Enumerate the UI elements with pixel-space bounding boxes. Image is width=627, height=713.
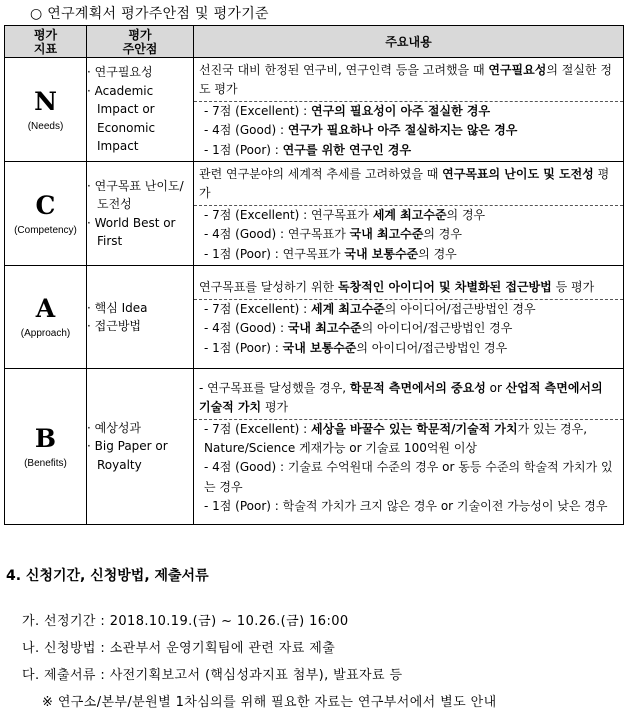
- elements-cell: [87, 58, 194, 162]
- text-run-bold: 연구필요성: [488, 63, 547, 78]
- text-run: - 4점 (Good) : 연구목표가: [204, 227, 350, 242]
- evaluation-criteria-table: [4, 25, 624, 525]
- content-description: [194, 59, 623, 102]
- header-criteria-line2: 지표: [33, 41, 58, 56]
- text-run: - 1점 (Poor) : 학술적 가치가 크지 않은 경우 or 기술이전 가능성이 낮은 경우: [204, 498, 608, 513]
- score-level: [194, 102, 623, 121]
- element-item: · 연구목표 난이도/ 도전성: [87, 178, 184, 211]
- text-run-bold: 세상을 바꿀수 있는 학문적/기술적 가치: [311, 421, 518, 436]
- criteria-cell: [5, 266, 87, 369]
- text-run-bold: 연구를 위한 연구인 경우: [282, 142, 412, 157]
- text-run: 의 아이디어/접근방법인 경우: [384, 302, 536, 317]
- text-run-bold: 연구목표의 난이도 및 도전성: [442, 167, 594, 182]
- text-run: 가 있는 경우, Nature/Science 게재가능 or 기술료 100억원 이상: [204, 421, 588, 456]
- text-run: 관련 연구분야의 세계적 추세를 고려하였을 때: [199, 167, 443, 182]
- table-header-row: [5, 26, 624, 58]
- criteria-cell: [5, 58, 87, 162]
- content-description: [194, 377, 623, 420]
- text-run: - 1점 (Poor) : 연구목표가: [204, 246, 345, 261]
- content-description: [194, 276, 623, 300]
- header-elements-line1: 평가: [128, 27, 152, 42]
- text-run: 연구목표를 달성하기 위한: [199, 280, 338, 295]
- text-run-bold: 국내 최고수준: [349, 227, 424, 242]
- criteria-name: (Needs): [27, 120, 64, 132]
- header-elements: [87, 26, 194, 58]
- score-level: [194, 497, 623, 516]
- section-4-title: 4. 신청기간, 신청방법, 제출서류: [6, 568, 209, 584]
- criteria-letter: N: [34, 86, 57, 116]
- header-elements-line2: 주안점: [122, 41, 158, 56]
- text-run: 의 경우: [418, 246, 457, 261]
- text-run: 의 아이디어/접근방법인 경우: [356, 340, 508, 355]
- text-run: 의 경우: [423, 227, 462, 242]
- header-criteria-line1: 평가: [33, 27, 58, 42]
- text-run-bold: 세계 최고수준: [372, 208, 447, 223]
- text-run: 의 절실한 정도 평가: [199, 63, 612, 97]
- section-4-note: ※ 연구소/본부/분원별 1차심의를 위해 필요한 자료는 연구부서에서 별도 안내: [42, 695, 497, 710]
- criteria-name: (Competency): [14, 224, 77, 236]
- elements-cell: [87, 162, 194, 266]
- text-run: - 7점 (Excellent) :: [204, 302, 312, 317]
- score-level: [194, 420, 623, 458]
- criteria-name: (Benefits): [24, 457, 67, 469]
- text-run-bold: 국내 최고수준: [287, 321, 362, 336]
- elements-cell: [87, 266, 194, 369]
- text-run-bold: 세계 최고수준: [311, 302, 385, 317]
- element-item: · Big Paper or Royalty: [87, 439, 168, 472]
- content-cell: [194, 266, 624, 369]
- element-item: · 접근방법: [87, 319, 141, 333]
- content-cell: [194, 369, 624, 525]
- text-run-bold: 연구가 필요하나 아주 절실하지는 않은 경우: [287, 123, 518, 138]
- text-run-bold: 국내 보통수준: [282, 340, 357, 355]
- criteria-letter: B: [34, 423, 57, 453]
- score-level: [194, 339, 623, 358]
- score-level: [194, 458, 623, 496]
- header-criteria: [5, 26, 87, 58]
- text-run: 선진국 대비 한정된 연구비, 연구인력 등을 고려했을 때: [199, 63, 489, 78]
- text-run: - 7점 (Excellent) :: [204, 421, 312, 436]
- score-level: [194, 319, 623, 338]
- score-level: [194, 206, 623, 225]
- text-run: 평가: [261, 399, 289, 414]
- text-run: - 7점 (Excellent) :: [204, 104, 312, 119]
- elements-cell: [87, 369, 194, 525]
- score-level: [194, 121, 623, 140]
- element-item: · 핵심 Idea: [87, 300, 148, 315]
- element-item: · 예상성과: [87, 420, 141, 435]
- text-run: 의 아이디어/접근방법인 경우: [361, 321, 513, 336]
- score-level: [194, 300, 623, 319]
- criteria-cell: [5, 369, 87, 525]
- criteria-name: (Approach): [20, 328, 71, 339]
- criteria-letter: A: [35, 294, 56, 323]
- text-run: 의 경우: [446, 208, 486, 223]
- table-row-approach: [5, 266, 624, 369]
- content-description: [194, 163, 623, 206]
- text-run: - 연구목표를 달성했을 경우,: [199, 380, 350, 395]
- content-cell: [194, 162, 624, 266]
- header-content: 주요내용: [194, 26, 624, 58]
- text-run: - 4점 (Good) :: [204, 321, 288, 336]
- score-level: [194, 245, 623, 264]
- table-row-benefits: [5, 369, 624, 525]
- text-run-bold: 국내 보통수준: [344, 246, 419, 261]
- text-run: - 1점 (Poor) :: [204, 340, 283, 355]
- text-run: 등 평가: [551, 280, 595, 295]
- score-level: [194, 225, 623, 244]
- text-run-bold: 연구의 필요성이 아주 절실한 경우: [311, 104, 491, 119]
- text-run-bold: 독창적인 아이디어 및 차별화된 접근방법: [337, 280, 552, 295]
- section-4-item: 가. 선정기간 : 2018.10.19.(금) ~ 10.26.(금) 16:00: [22, 614, 349, 629]
- section-4-item: 나. 신청방법 : 소관부서 운영기획팀에 관련 자료 제출: [22, 641, 336, 656]
- content-cell: [194, 58, 624, 162]
- element-item: · 연구필요성: [87, 65, 153, 80]
- criteria-cell: [5, 162, 87, 266]
- criteria-letter: C: [35, 190, 56, 220]
- section-4-item: 다. 제출서류 : 사전기획보고서 (핵심성과지표 첨부), 발표자료 등: [22, 668, 403, 683]
- text-run: or: [485, 380, 506, 395]
- table-heading: ○ 연구계획서 평가주안점 및 평가기준: [30, 6, 269, 22]
- text-run: 평가: [199, 167, 610, 201]
- text-run-bold: 학문적 측면에서의 중요성: [349, 380, 486, 395]
- text-run: - 1점 (Poor) :: [204, 142, 283, 157]
- element-item: · World Best or First: [87, 215, 176, 248]
- text-run: - 4점 (Good) :: [204, 123, 288, 138]
- table-row-needs: [5, 58, 624, 162]
- score-level: [194, 141, 623, 160]
- text-run: - 4점 (Good) : 기술료 수억원대 수준의 경우 or 동등 수준의 학술적 가치가 있는 경우: [204, 460, 613, 494]
- element-item: · Academic Impact or Economic Impact: [87, 83, 156, 154]
- text-run-bold: 산업적 측면에서의 기술적 가치: [199, 380, 603, 414]
- table-row-competency: [5, 162, 624, 266]
- text-run: - 7점 (Excellent) : 연구목표가: [204, 208, 373, 223]
